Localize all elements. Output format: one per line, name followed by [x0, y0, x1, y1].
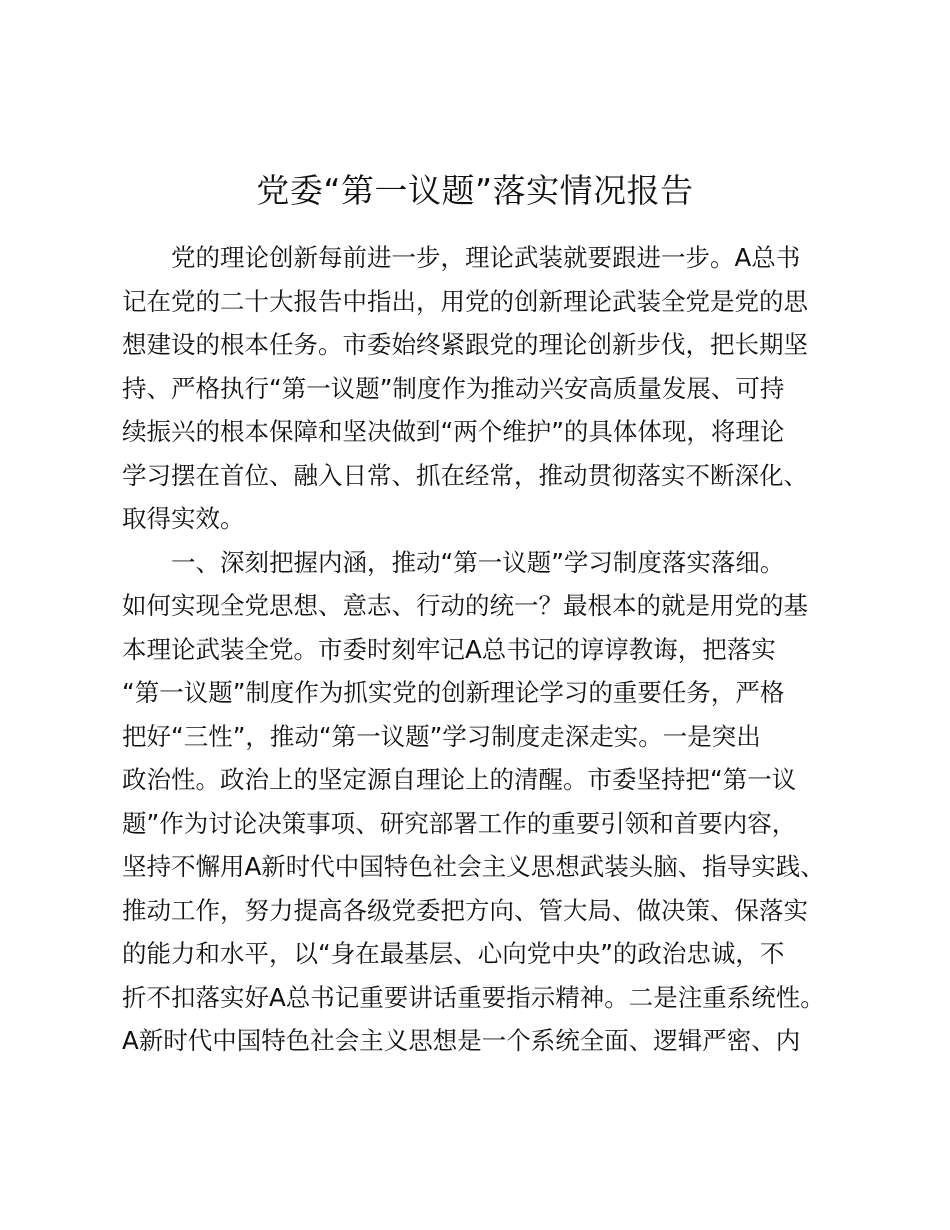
body-line: 坚持不懈用A新时代中国特色社会主义思想武装头脑、指导实践、	[122, 852, 825, 881]
body-line: 持、严格执行“第一议题”制度作为推动兴安高质量发展、可持	[122, 373, 785, 403]
body-line: 学习摆在首位、融入日常、抓在经常，推动贯彻落实不断深化、	[122, 460, 808, 490]
body-line: A新时代中国特色社会主义思想是一个系统全面、逻辑严密、内	[122, 1026, 801, 1055]
body-line: 题”作为讨论决策事项、研究部署工作的重要引领和首要内容，	[122, 808, 797, 838]
document-title: 党委“第一议题”落实情况报告	[256, 171, 694, 210]
body-line: “第一议题”制度作为抓实党的创新理论学习的重要任务，严格	[122, 678, 785, 707]
body-line: 续振兴的根本保障和坚决做到“两个维护”的具体体现，将理论	[122, 417, 785, 446]
body-line: 本理论武装全党。市委时刻牢记A总书记的谆谆教诲，把落实	[122, 634, 776, 664]
body-line: 折不扣落实好A总书记重要讲话重要指示精神。二是注重系统性。	[122, 982, 825, 1012]
body-line: 如何实现全党思想、意志、行动的统一？最根本的就是用党的基	[122, 591, 808, 620]
body-line: 推动工作，努力提高各级党委把方向、管大局、做决策、保落实	[122, 895, 808, 925]
body-line: 记在党的二十大报告中指出，用党的创新理论武装全党是党的思	[122, 286, 808, 316]
body-line: 想建设的根本任务。市委始终紧跟党的理论创新步伐，把长期坚	[122, 330, 808, 359]
body-line: 政治性。政治上的坚定源自理论上的清醒。市委坚持把“第一议	[122, 765, 797, 794]
body-line: 党的理论创新每前进一步，理论武装就要跟进一步。A总书	[122, 243, 801, 272]
section-heading-line: 一、深刻把握内涵，推动“第一议题”学习制度落实落细。	[122, 547, 785, 577]
body-line: 把好“三性”，推动“第一议题”学习制度走深走实。一是突出	[122, 721, 761, 751]
body-line: 的能力和水平，以“身在最基层、心向党中央”的政治忠诚，不	[122, 939, 785, 968]
document-body	[122, 236, 834, 1063]
body-line: 取得实效。	[122, 504, 245, 533]
